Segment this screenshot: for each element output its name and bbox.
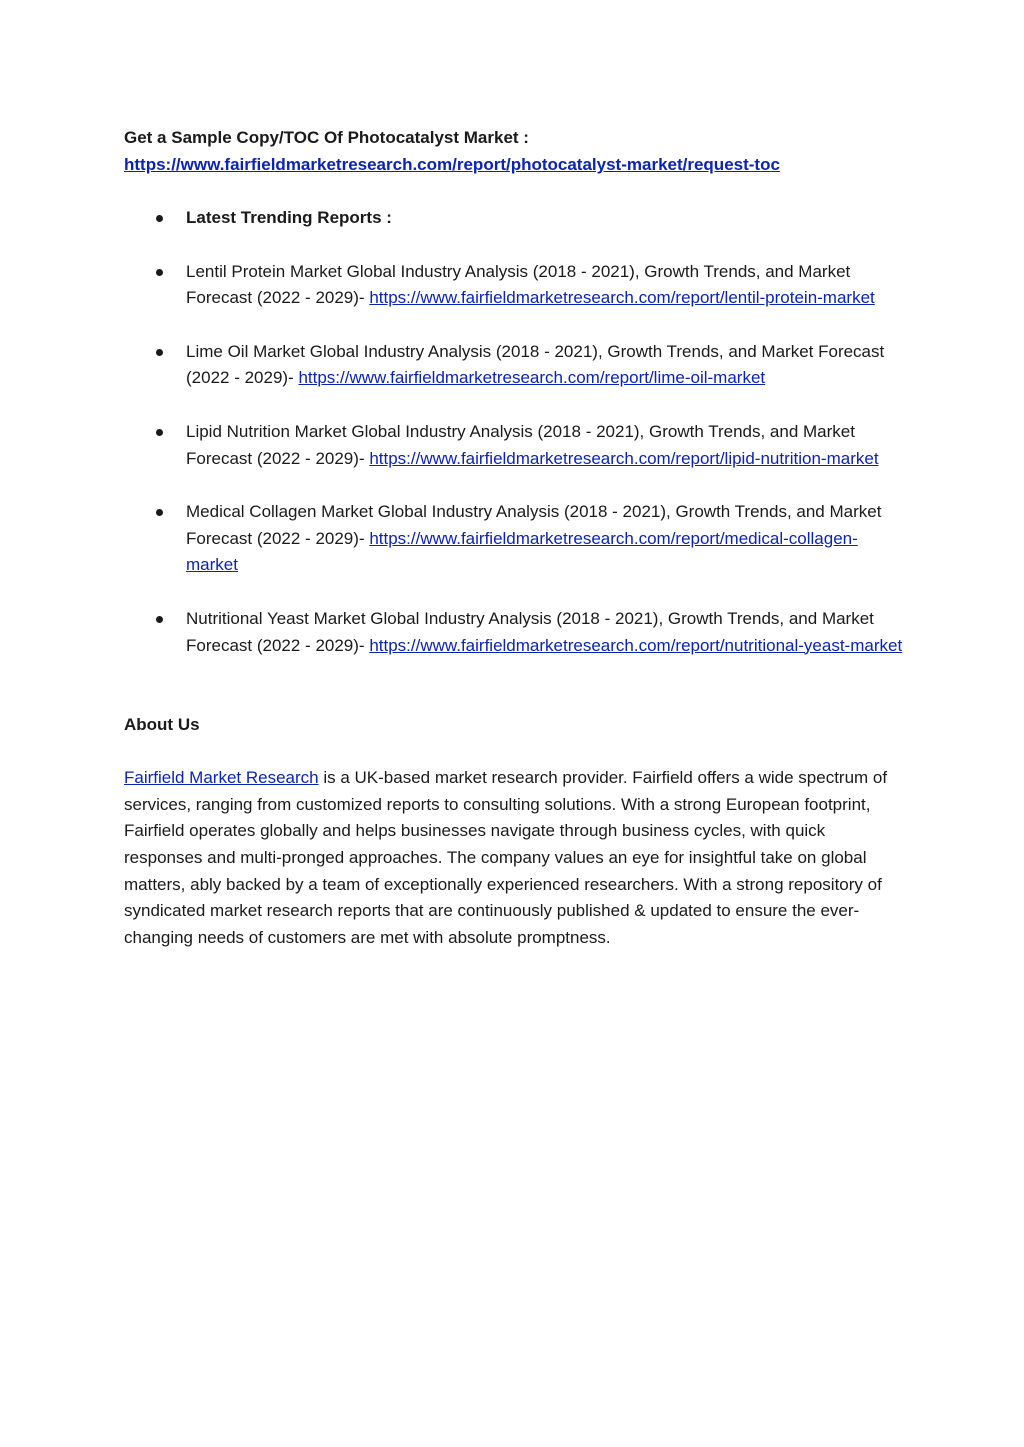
list-item xyxy=(124,499,904,579)
company-link[interactable]: Fairfield Market Research xyxy=(124,768,319,788)
report-link[interactable]: https://www.fairfieldmarketresearch.com/report/nutritional-yeast-market xyxy=(369,635,903,655)
list-item xyxy=(124,419,904,472)
report-description: Lipid Nutrition Market Global Industry Analysis (2018 - 2021), Growth Trends, and Market Forecast (2022 - 2029)- xyxy=(186,421,855,468)
list-item xyxy=(124,339,904,392)
report-link[interactable]: https://www.fairfieldmarketresearch.com/report/lipid-nutrition-market xyxy=(369,448,879,468)
report-description: Medical Collagen Market Global Industry Analysis (2018 - 2021), Growth Trends, and Market Forecast (2022 - 2029)- xyxy=(186,502,882,548)
trending-reports-list xyxy=(124,205,904,659)
list-item-trending-label xyxy=(124,205,904,232)
sample-request-link[interactable]: https://www.fairfieldmarketresearch.com/report/photocatalyst-market/request-toc xyxy=(124,155,780,174)
report-link[interactable]: https://www.fairfieldmarketresearch.com/report/lime-oil-market xyxy=(298,368,766,388)
document-page xyxy=(124,124,904,951)
report-link[interactable]: https://www.fairfieldmarketresearch.com/report/medical-collagen-market xyxy=(186,528,858,575)
list-item xyxy=(124,259,904,312)
report-link[interactable]: https://www.fairfieldmarketresearch.com/report/lentil-protein-market xyxy=(369,288,875,308)
report-description: Nutritional Yeast Market Global Industry Analysis (2018 - 2021), Growth Trends, and Market Forecast (2022 - 2029)- xyxy=(186,608,874,655)
about-paragraph xyxy=(124,765,904,951)
sample-heading: Get a Sample Copy/TOC Of Photocatalyst Market : xyxy=(124,128,529,147)
report-description: Lime Oil Market Global Industry Analysis (2018 - 2021), Growth Trends, and Market Forecast (2022 - 2029)- xyxy=(186,341,885,388)
about-heading: About Us xyxy=(124,715,200,735)
report-description: Lentil Protein Market Global Industry Analysis (2018 - 2021), Growth Trends, and Market Forecast (2022 - 2029)- xyxy=(186,261,851,308)
about-text: is a UK-based market research provider. Fairfield offers a wide spectrum of services, ranging from customized reports to consulting solutions. With a strong European footprint, Fairfield operates globally and helps businesses navigate through business cycles, with quick responses and multi-pronged approaches. The company values an eye for insightful take on global matters, ably backed by a team of exceptionally experienced researchers. With a strong repository of syndicated market research reports that are continuously published & updated to ensure the ever-changing needs of customers are met with absolute promptness. xyxy=(124,768,888,947)
list-item xyxy=(124,606,904,659)
trending-label: Latest Trending Reports : xyxy=(186,208,392,227)
